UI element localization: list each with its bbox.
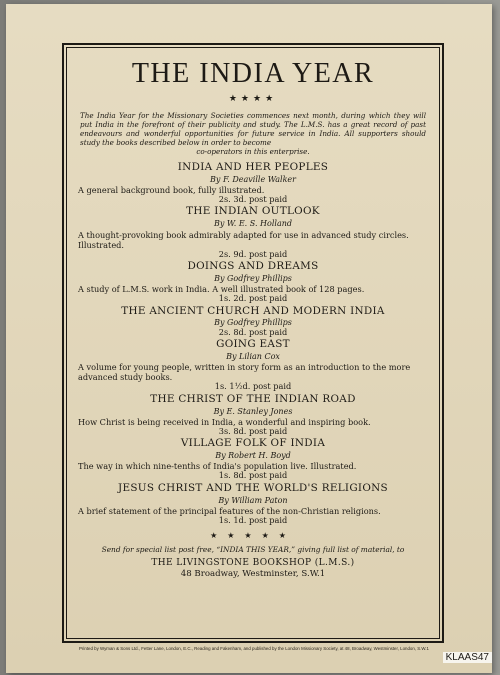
intro-paragraph: The India Year for the Missionary Societies commences next month, during which they will put India in the forefront of their publicity and study. The L.M.S. has a great record of past endeavours and wonderful opportunities for future service in India. All supporters should study the books described below in order to become (80, 110, 426, 147)
bookshop-address: 48 Broadway, Westminster, S.W.1 (180, 569, 326, 580)
book-entry (76, 483, 430, 526)
book-title: THE INDIAN OUTLOOK (186, 205, 320, 218)
book-title: INDIA AND HER PEOPLES (177, 160, 329, 173)
book-title: GOING EAST (216, 338, 290, 351)
star-ornament-bottom: ★★★★★ (210, 531, 296, 541)
book-entry (76, 261, 430, 304)
book-description: A general background book, fully illustrated. (78, 184, 265, 195)
book-description: A thought-provoking book admirably adapted for use in advanced study circles. Illustrated. (78, 229, 409, 250)
book-price: 3s. 8d. post paid (218, 425, 288, 436)
book-title: VILLAGE FOLK OF INDIA (180, 437, 326, 450)
printer-imprint: Printed by Wyman & Sons Ltd., Fetter Lane, London, E.C., Reading and Fakenham, and published by the London Missionary Society, at 48, Broadway, Westminster, London, S.W.1 (79, 646, 429, 651)
watermark: KLAAS47 (443, 652, 492, 663)
book-author: By Godfrey Phillips (214, 273, 292, 283)
book-entry (76, 162, 430, 205)
book-price: 1s. 1½d. post paid (214, 381, 292, 392)
book-description: A study of L.M.S. work in India. A well illustrated book of 128 pages. (78, 284, 365, 295)
intro-paragraph-end: co-operators in this enterprise. (196, 146, 310, 156)
book-price: 2s. 8d. post paid (218, 326, 288, 337)
book-price: 2s. 9d. post paid (218, 248, 288, 259)
book-title: JESUS CHRIST AND THE WORLD'S RELIGIONS (118, 481, 388, 494)
book-title: THE CHRIST OF THE INDIAN ROAD (150, 392, 356, 405)
page-title: THE INDIA YEAR (131, 58, 375, 89)
book-description: How Christ is being received in India, a wonderful and inspiring book. (78, 416, 371, 427)
book-description: The way in which nine-tenths of India's population live. Illustrated. (78, 461, 357, 472)
book-title: DOINGS AND DREAMS (187, 259, 319, 272)
book-description: A brief statement of the principal features of the non-Christian religions. (78, 505, 381, 516)
book-author: By Robert H. Boyd (215, 451, 291, 461)
book-list (76, 162, 430, 526)
book-entry (76, 206, 430, 259)
book-author: By W. E. S. Holland (213, 219, 292, 229)
book-author: By E. Stanley Jones (213, 406, 293, 416)
book-price: 1s. 1d. post paid (218, 514, 288, 525)
book-description: A volume for young people, written in story form as an introduction to the more advanced study books. (78, 362, 411, 383)
bookshop-name: THE LIVINGSTONE BOOKSHOP (L.M.S.) (151, 557, 355, 568)
book-author: By Godfrey Phillips (214, 318, 292, 328)
book-entry (76, 438, 430, 481)
star-ornament: ★★★★ (228, 94, 278, 105)
book-entry (76, 394, 430, 437)
book-entry (76, 339, 430, 392)
book-author: By Lilian Cox (226, 352, 280, 362)
book-author: By F. Deaville Walker (210, 174, 296, 184)
send-note: Send for special list post free, “INDIA THIS YEAR,” giving full list of material, to (101, 544, 405, 554)
leaflet-content (76, 58, 430, 580)
book-price: 1s. 8d. post paid (218, 470, 288, 481)
book-price: 2s. 3d. post paid (218, 193, 288, 204)
book-entry (76, 306, 430, 338)
book-title: THE ANCIENT CHURCH AND MODERN INDIA (121, 304, 385, 317)
book-price: 1s. 2d. post paid (218, 293, 288, 304)
book-author: By William Paton (218, 495, 288, 505)
